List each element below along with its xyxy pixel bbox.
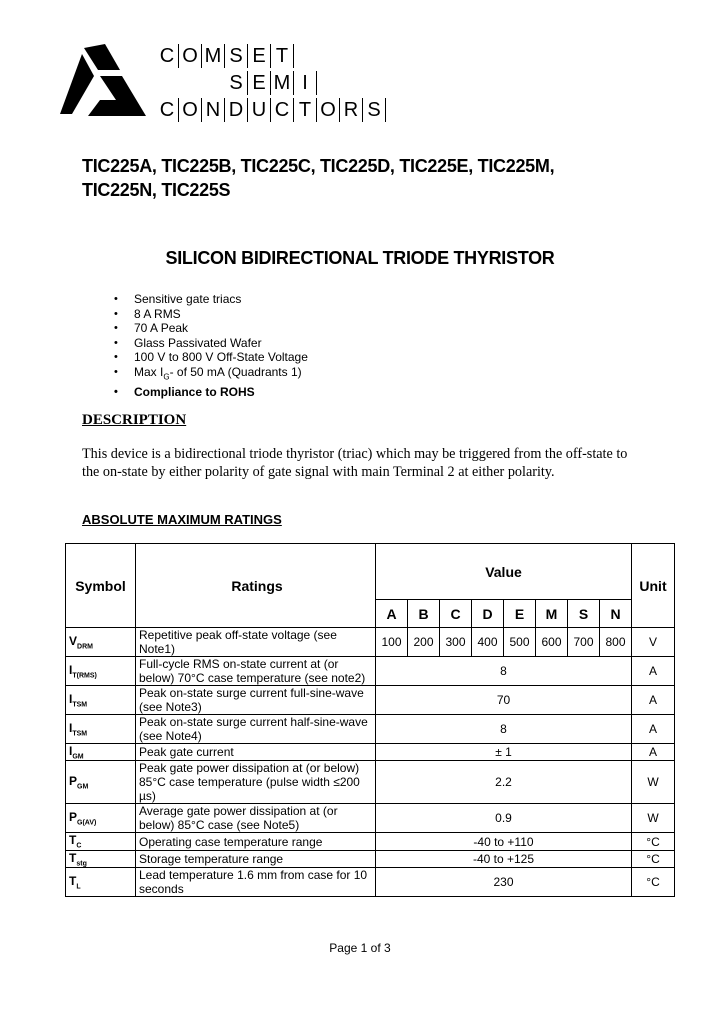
feature-item: • 100 V to 800 V Off-State Voltage: [114, 350, 308, 365]
logo-letter: T: [271, 44, 294, 68]
feature-list: [114, 292, 308, 400]
value-cell: 500: [504, 628, 536, 657]
value-cell: 600: [536, 628, 568, 657]
value-column-header: Value: [376, 544, 632, 600]
grade-letter-header: M: [536, 600, 568, 628]
table-row: [66, 850, 675, 867]
logo-letter: C: [271, 98, 294, 122]
grade-letter-header: N: [600, 600, 632, 628]
value-cell: 800: [600, 628, 632, 657]
logo-letter: T: [294, 98, 317, 122]
logo-triangle-icon: [60, 42, 150, 124]
symbol-cell: $V_{DRM}$: [66, 628, 136, 657]
value-cell: 0.9: [376, 804, 632, 833]
rating-description-cell: Peak on-state surge current full-sine-wave (see Note3): [136, 686, 376, 715]
symbol-cell: $I_{T(RMS)}$: [66, 657, 136, 686]
unit-cell: °C: [632, 868, 675, 897]
table-row: [66, 628, 675, 657]
table-row: [66, 833, 675, 850]
grade-letter-header: S: [568, 600, 600, 628]
description-text: This device is a bidirectional triode thyristor (triac) which may be triggered from the off-state to the on-state by either polarity of gate signal with main Terminal 2 at either polarity.: [82, 446, 628, 480]
value-cell: 400: [472, 628, 504, 657]
grade-letter-header: A: [376, 600, 408, 628]
logo-letter: U: [248, 98, 271, 122]
symbol-cell: $P_{G(AV)}$: [66, 804, 136, 833]
logo-letter: S: [363, 98, 386, 122]
symbol-cell: $T_{stg}$: [66, 850, 136, 867]
feature-item-igt: • Max $I_G-$ of 50 mA (Quadrants 1): [114, 365, 308, 385]
grade-letter-header: D: [472, 600, 504, 628]
value-cell: -40 to +110: [376, 833, 632, 850]
symbol-cell: $T_C$: [66, 833, 136, 850]
logo-letter: O: [317, 98, 340, 122]
unit-cell: A: [632, 744, 675, 761]
rating-description-cell: Peak on-state surge current half-sine-wave (see Note4): [136, 715, 376, 744]
value-cell: 8: [376, 715, 632, 744]
unit-cell: °C: [632, 850, 675, 867]
unit-cell: A: [632, 686, 675, 715]
logo-wordmark: [156, 42, 400, 123]
rating-description-cell: Full-cycle RMS on-state current at (or below) 70°C case temperature (see note2): [136, 657, 376, 686]
logo-letter: D: [225, 98, 248, 122]
unit-cell: V: [632, 628, 675, 657]
logo-letter: M: [202, 44, 225, 68]
value-cell: 300: [440, 628, 472, 657]
feature-item: • 70 A Peak: [114, 321, 308, 336]
title-line-1: TIC225A, TIC225B, TIC225C, TIC225D, TIC225E, TIC225M,: [82, 156, 555, 176]
symbol-cell: $P_{GM}$: [66, 761, 136, 804]
rating-description-cell: Peak gate current: [136, 744, 376, 761]
ratings-heading: ABSOLUTE MAXIMUM RATINGS: [82, 512, 282, 527]
unit-column-header: Unit: [632, 544, 675, 628]
table-row: [66, 868, 675, 897]
unit-cell: A: [632, 715, 675, 744]
feature-item: • 8 A RMS: [114, 307, 308, 322]
rating-description-cell: Average gate power dissipation at (or below) 85°C case (see Note5): [136, 804, 376, 833]
value-cell: 2.2: [376, 761, 632, 804]
rating-description-cell: Repetitive peak off-state voltage (see Note1): [136, 628, 376, 657]
title-line-2: TIC225N, TIC225S: [82, 180, 231, 200]
ratings-column-header: Ratings: [136, 544, 376, 628]
unit-cell: A: [632, 657, 675, 686]
feature-item-rohs: • Compliance to ROHS: [114, 385, 308, 400]
logo-letter: E: [248, 44, 271, 68]
logo-letter: N: [202, 98, 225, 122]
rating-description-cell: Storage temperature range: [136, 850, 376, 867]
logo-letter: C: [156, 98, 179, 122]
grade-letter-header: B: [408, 600, 440, 628]
logo-letter: R: [340, 98, 363, 122]
table-row: [66, 657, 675, 686]
value-cell: 200: [408, 628, 440, 657]
symbol-cell: $T_L$: [66, 868, 136, 897]
symbol-cell: $I_{TSM}$: [66, 686, 136, 715]
value-cell: 700: [568, 628, 600, 657]
value-cell: -40 to +125: [376, 850, 632, 867]
logo-letter: M: [271, 71, 294, 95]
table-row: [66, 715, 675, 744]
grade-letter-header: E: [504, 600, 536, 628]
symbol-cell: $I_{TSM}$: [66, 715, 136, 744]
description-heading: DESCRIPTION: [82, 412, 187, 428]
symbol-column-header: Symbol: [66, 544, 136, 628]
value-cell: 8: [376, 657, 632, 686]
rating-description-cell: Peak gate power dissipation at (or below) 85°C case temperature (pulse width ≤200 µs): [136, 761, 376, 804]
logo-letter: S: [225, 44, 248, 68]
grade-letter-header: C: [440, 600, 472, 628]
logo-letter: O: [179, 98, 202, 122]
table-row: [66, 744, 675, 761]
unit-cell: W: [632, 804, 675, 833]
company-logo: [60, 42, 400, 124]
rating-description-cell: Operating case temperature range: [136, 833, 376, 850]
logo-letter: C: [156, 44, 179, 68]
unit-cell: W: [632, 761, 675, 804]
value-cell: 100: [376, 628, 408, 657]
logo-letter: I: [294, 71, 317, 95]
feature-item: • Sensitive gate triacs: [114, 292, 308, 307]
value-cell: 70: [376, 686, 632, 715]
table-row: [66, 686, 675, 715]
part-numbers-title: [82, 154, 554, 202]
page-footer: Page 1 of 3: [329, 941, 391, 955]
logo-letter: S: [225, 71, 248, 95]
ratings-table: [65, 543, 675, 897]
symbol-cell: $I_{GM}$: [66, 744, 136, 761]
logo-letter: O: [179, 44, 202, 68]
table-row: [66, 804, 675, 833]
value-cell: ± 1: [376, 744, 632, 761]
rating-description-cell: Lead temperature 1.6 mm from case for 10 seconds: [136, 868, 376, 897]
table-row: [66, 761, 675, 804]
device-type-heading: SILICON BIDIRECTIONAL TRIODE THYRISTOR: [165, 248, 555, 268]
unit-cell: °C: [632, 833, 675, 850]
logo-letter: E: [248, 71, 271, 95]
feature-item: • Glass Passivated Wafer: [114, 336, 308, 351]
value-cell: 230: [376, 868, 632, 897]
